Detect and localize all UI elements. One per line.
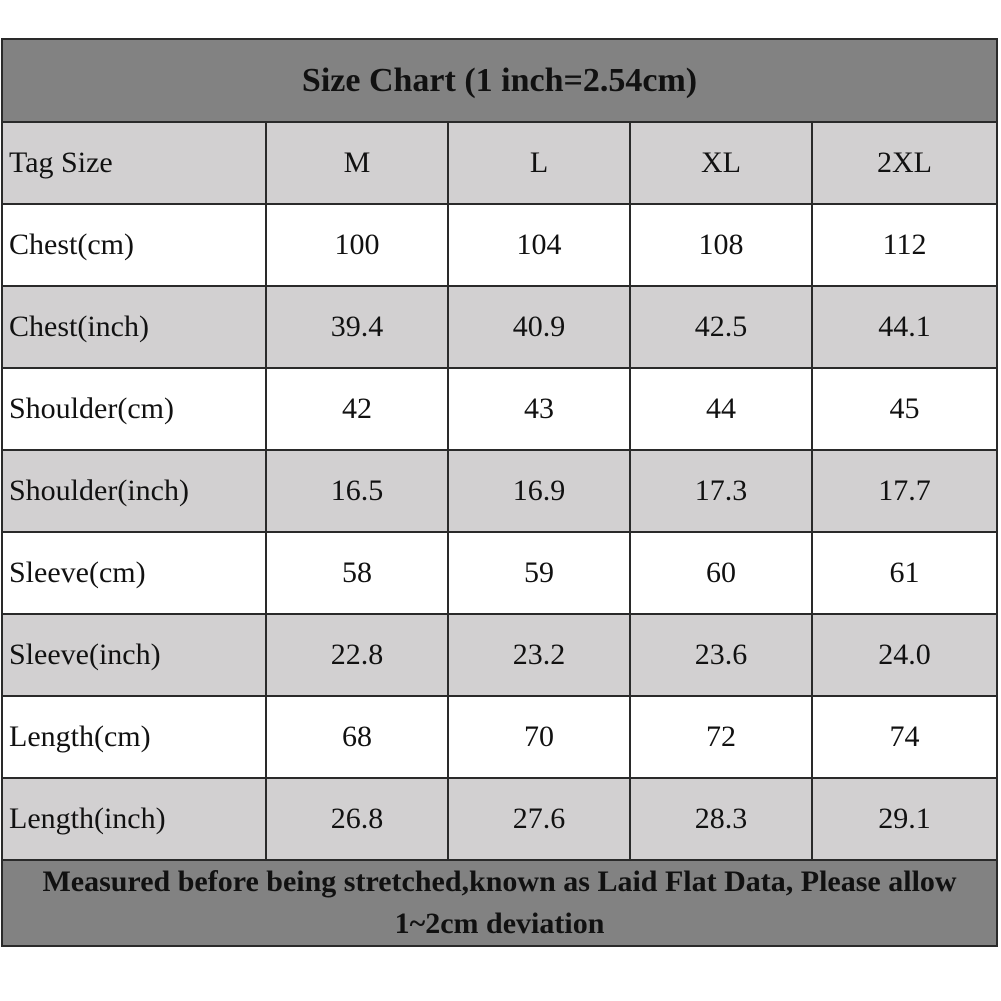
header-row: [2, 122, 997, 204]
row-value: 100: [266, 204, 448, 286]
measurement-note: Measured before being stretched,known as Laid Flat Data, Please allow 1~2cm deviation: [2, 860, 997, 946]
row-value: 72: [630, 696, 812, 778]
note-row: [2, 860, 997, 946]
row-label: Shoulder(inch): [2, 450, 266, 532]
chart-title: Size Chart (1 inch=2.54cm): [2, 39, 997, 122]
table-row: [2, 532, 997, 614]
row-value: 22.8: [266, 614, 448, 696]
table-row: [2, 696, 997, 778]
title-row: [2, 39, 997, 122]
row-label: Sleeve(inch): [2, 614, 266, 696]
size-header-2xl: 2XL: [812, 122, 997, 204]
row-value: 28.3: [630, 778, 812, 860]
row-value: 27.6: [448, 778, 630, 860]
row-label: Shoulder(cm): [2, 368, 266, 450]
table-row: [2, 778, 997, 860]
row-value: 59: [448, 532, 630, 614]
row-value: 29.1: [812, 778, 997, 860]
row-value: 16.5: [266, 450, 448, 532]
row-value: 17.7: [812, 450, 997, 532]
row-value: 104: [448, 204, 630, 286]
row-value: 43: [448, 368, 630, 450]
row-label: Length(cm): [2, 696, 266, 778]
header-label: Tag Size: [2, 122, 266, 204]
row-value: 17.3: [630, 450, 812, 532]
row-value: 24.0: [812, 614, 997, 696]
size-chart-table: [1, 38, 998, 947]
row-value: 42: [266, 368, 448, 450]
row-value: 112: [812, 204, 997, 286]
row-value: 58: [266, 532, 448, 614]
row-value: 44.1: [812, 286, 997, 368]
size-header-m: M: [266, 122, 448, 204]
row-value: 26.8: [266, 778, 448, 860]
size-header-l: L: [448, 122, 630, 204]
row-label: Chest(inch): [2, 286, 266, 368]
row-label: Length(inch): [2, 778, 266, 860]
row-value: 108: [630, 204, 812, 286]
size-header-xl: XL: [630, 122, 812, 204]
table-row: [2, 614, 997, 696]
row-value: 68: [266, 696, 448, 778]
row-value: 61: [812, 532, 997, 614]
row-label: Chest(cm): [2, 204, 266, 286]
row-value: 40.9: [448, 286, 630, 368]
row-value: 42.5: [630, 286, 812, 368]
row-value: 23.2: [448, 614, 630, 696]
table-row: [2, 286, 997, 368]
row-value: 70: [448, 696, 630, 778]
row-value: 45: [812, 368, 997, 450]
row-label: Sleeve(cm): [2, 532, 266, 614]
row-value: 16.9: [448, 450, 630, 532]
table-row: [2, 368, 997, 450]
table-row: [2, 204, 997, 286]
table-row: [2, 450, 997, 532]
row-value: 60: [630, 532, 812, 614]
row-value: 23.6: [630, 614, 812, 696]
row-value: 39.4: [266, 286, 448, 368]
row-value: 74: [812, 696, 997, 778]
row-value: 44: [630, 368, 812, 450]
